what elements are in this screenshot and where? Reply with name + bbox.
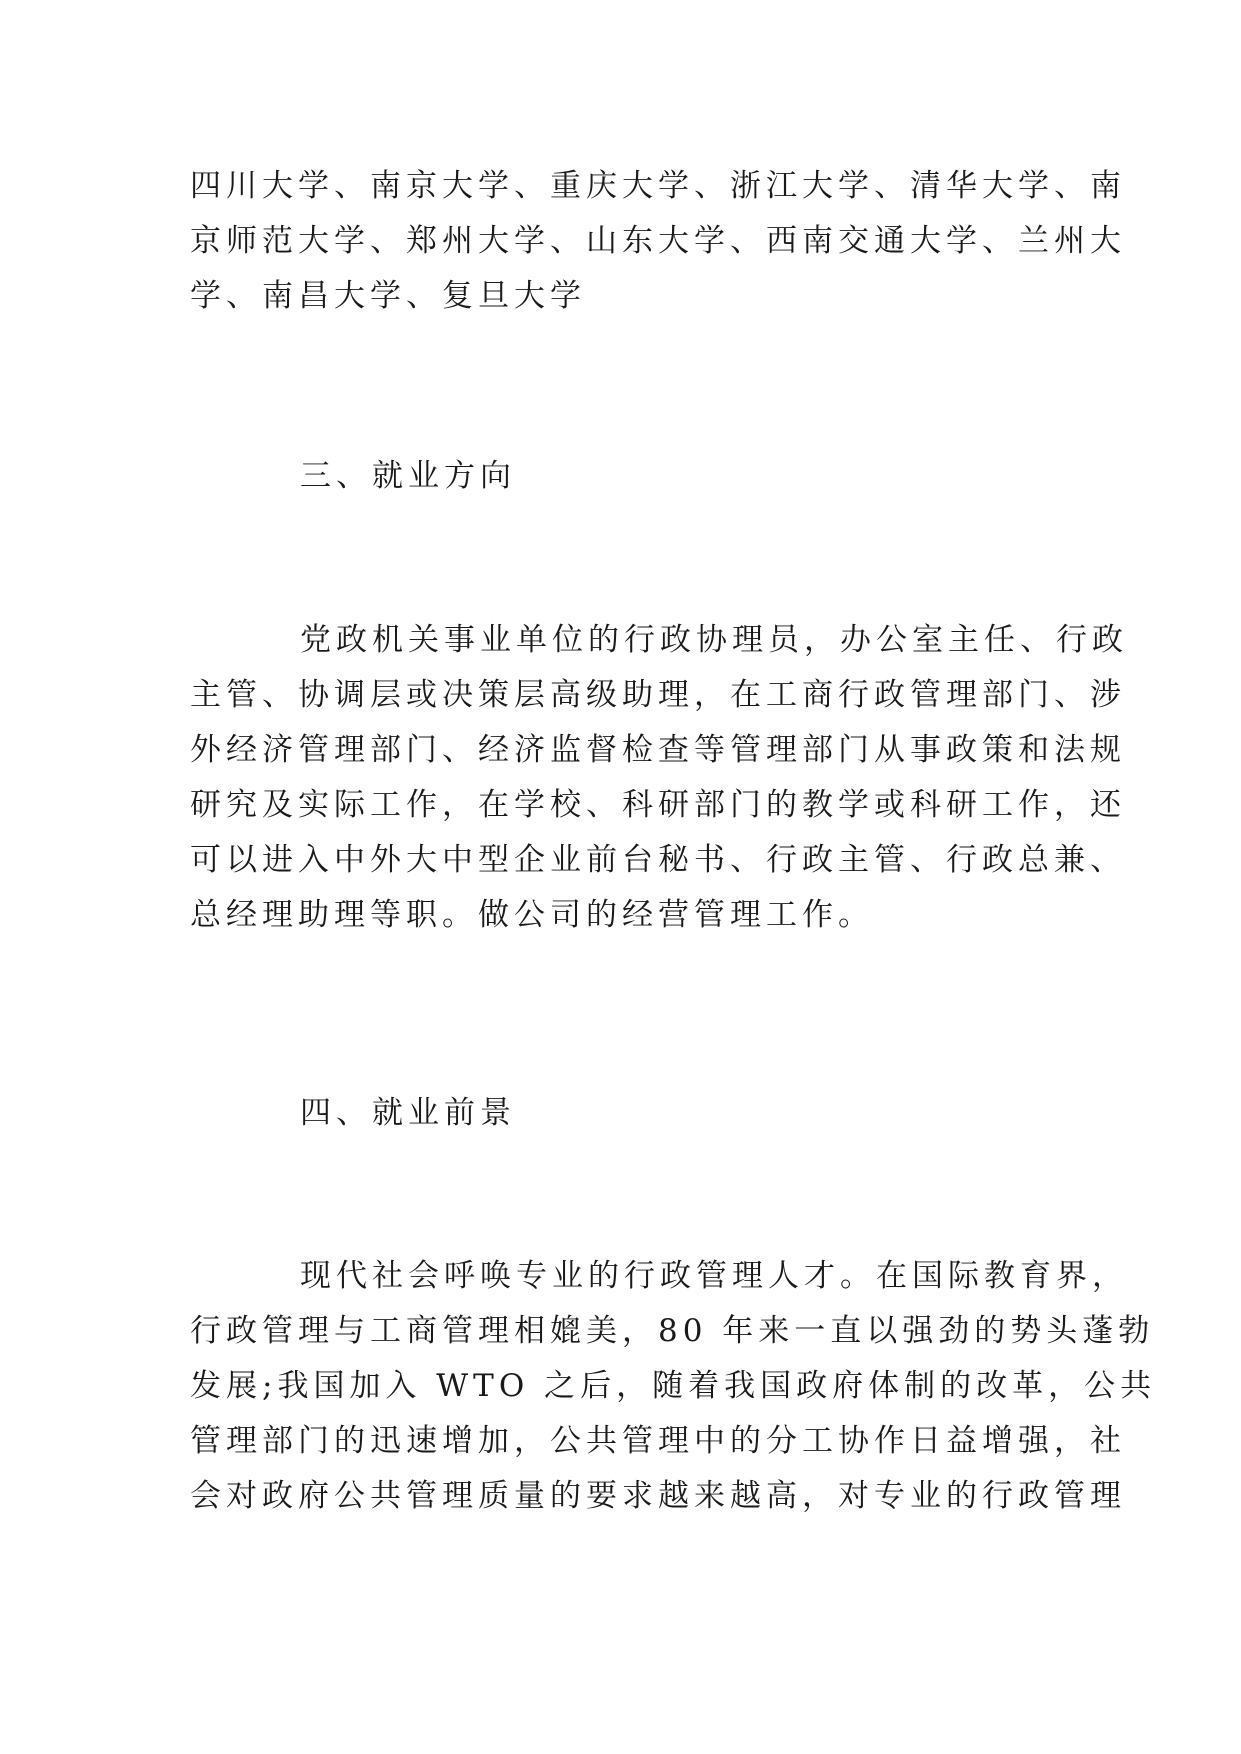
employment-direction-line-6: 总经理助理等职。做公司的经营管理工作。 — [190, 897, 874, 933]
university-list-line-1: 四川大学、南京大学、重庆大学、浙江大学、清华大学、南 — [190, 168, 1126, 204]
employment-direction-line-5: 可以进入中外大中型企业前台秘书、行政主管、行政总兼、 — [190, 842, 1126, 878]
employment-direction-line-1: 党政机关事业单位的行政协理员，办公室主任、行政 — [300, 622, 1128, 658]
employment-prospects-line-3: 发展;我国加入 WTO 之后，随着我国政府体制的改革，公共 — [190, 1368, 1157, 1404]
employment-prospects-line-1: 现代社会呼唤专业的行政管理人才。在国际教育界， — [300, 1258, 1128, 1294]
employment-prospects-line-4: 管理部门的迅速增加，公共管理中的分工协作日益增强，社 — [190, 1423, 1126, 1459]
employment-direction-line-2: 主管、协调层或决策层高级助理，在工商行政管理部门、涉 — [190, 677, 1126, 713]
employment-prospects-line-2: 行政管理与工商管理相媲美，80 年来一直以强劲的势头蓬勃 — [190, 1313, 1155, 1349]
university-list-line-2: 京师范大学、郑州大学、山东大学、西南交通大学、兰州大 — [190, 223, 1126, 259]
section-heading-employment-direction: 三、就业方向 — [300, 458, 516, 494]
employment-prospects-line-5: 会对政府公共管理质量的要求越来越高，对专业的行政管理 — [190, 1478, 1126, 1514]
section-heading-employment-prospects: 四、就业前景 — [300, 1095, 516, 1131]
employment-direction-line-3: 外经济管理部门、经济监督检查等管理部门从事政策和法规 — [190, 732, 1126, 768]
university-list-line-3: 学、南昌大学、复旦大学 — [190, 278, 586, 314]
employment-direction-line-4: 研究及实际工作，在学校、科研部门的教学或科研工作，还 — [190, 787, 1126, 823]
